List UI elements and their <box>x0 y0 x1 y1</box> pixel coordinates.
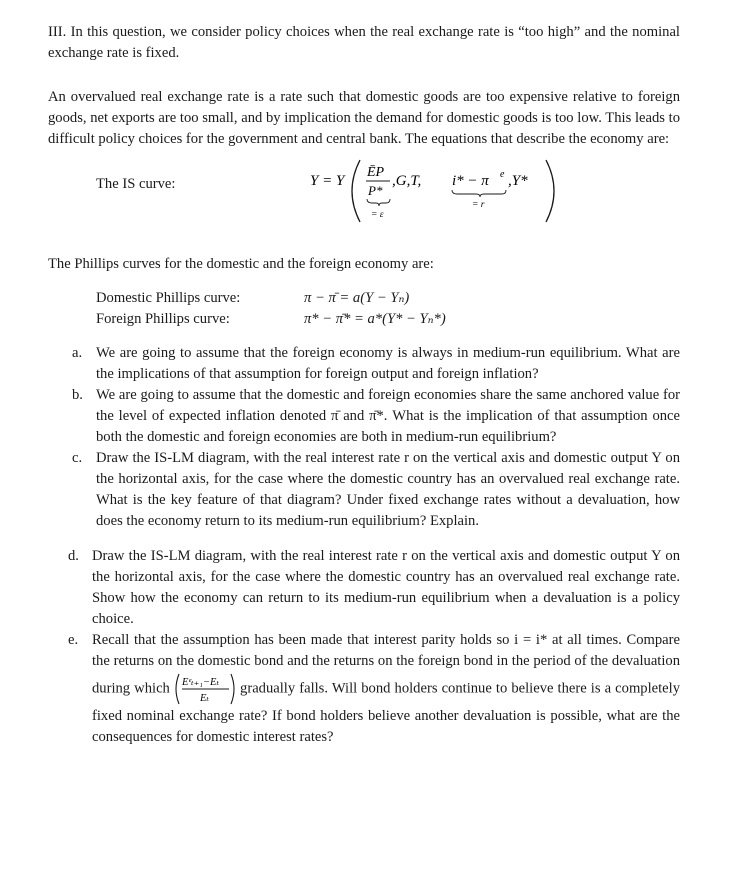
question-b <box>48 385 680 448</box>
question-d <box>48 546 680 630</box>
domestic-phillips-eq: π − π̄ = a(Y − Yₙ) <box>304 290 410 306</box>
question-text-post: gradually falls. Will bond holders continue to believe there is a completely fixed nominal exchange rate? If bond holders believe another devaluation is possible, what are the consequences for domestic interest rates? <box>92 680 681 745</box>
is-curve-equation <box>310 156 590 230</box>
dev-frac-num: Eᵉₜ₊₁−Eₜ <box>181 677 219 688</box>
is-rate-sup: e <box>500 169 505 180</box>
underbrace-eps-label: = ε <box>371 210 384 220</box>
question-marker: c. <box>72 450 83 466</box>
question-text: Draw the IS-LM diagram, with the real interest rate r on the vertical axis and domestic output Y on the horizontal axis, for the case where the domestic country has an overvalued real exchange rate. Show how the economy can return to its medium-run equilibrium when a devaluation is a policy choice. <box>92 548 680 627</box>
question-text: We are going to assume that the foreign economy is always in medium-run equilibrium. What are the implications of that assumption for foreign output and foreign inflation? <box>96 345 680 382</box>
is-mid-args: ,G,T, <box>392 173 422 189</box>
question-list <box>48 343 680 748</box>
is-lhs: Y = Y <box>310 173 345 189</box>
frac-right-paren <box>231 674 234 704</box>
domestic-phillips-label: Domestic Phillips curve: <box>96 290 241 306</box>
underbrace-r <box>452 190 506 197</box>
question-a <box>48 343 680 385</box>
foreign-phillips-eq: π* − π̄* = a*(Y* − Yₙ*) <box>304 311 446 327</box>
question-marker: b. <box>72 387 83 403</box>
is-rate-term: i* − π <box>452 173 489 189</box>
underbrace-r-label: = r <box>472 200 485 210</box>
frac-left-paren <box>176 674 179 704</box>
big-left-paren <box>352 160 360 222</box>
is-curve-label: The IS curve: <box>96 176 176 192</box>
dev-frac-den: Eₜ <box>199 693 209 704</box>
question-document <box>48 22 680 748</box>
question-heading: III. In this question, we consider policy choices when the real exchange rate is “too high” and the nominal exchange rate is fixed. <box>48 24 680 61</box>
foreign-phillips-label: Foreign Phillips curve: <box>96 311 230 327</box>
question-marker: d. <box>68 548 79 564</box>
frac-den: P* <box>368 183 383 198</box>
question-e <box>48 630 680 748</box>
question-text: We are going to assume that the domestic and foreign economies share the same anchored value for the level of expected inflation denoted π̄ and π̄*. What is the implication of that assumption once both the domestic and foreign economies are both in medium-run equilibrium? <box>96 387 680 445</box>
question-marker: e. <box>68 632 79 648</box>
intro-paragraph: An overvalued real exchange rate is a rate such that domestic goods are too expensive relative to foreign goods, net exports are too small, and by implication the demand for domestic goods is too low. This leads to difficult policy choices for the government and central bank. The equations that describe the economy are: <box>48 89 680 147</box>
is-curve-row <box>48 162 680 236</box>
underbrace-eps <box>367 199 390 206</box>
question-marker: a. <box>72 345 83 361</box>
phillips-intro: The Phillips curves for the domestic and the foreign economy are: <box>48 256 434 272</box>
phillips-table <box>96 288 680 330</box>
question-text-pre: Recall that the assumption has been made that interest parity holds so i = i* at all times. Compare the returns on the domestic bond and the returns on the foreign bond in the period of the devaluation during which <box>92 632 680 697</box>
devaluation-fraction <box>174 672 236 706</box>
question-c <box>48 448 680 532</box>
question-text: Draw the IS-LM diagram, with the real interest rate r on the vertical axis and domestic output Y on the horizontal axis, for the case where the domestic country has an overvalued real exchange rate. What is the key feature of that diagram? Under fixed exchange rates without a devaluation, how does the economy return to its medium-run equilibrium? Explain. <box>96 450 680 529</box>
big-right-paren <box>546 160 554 222</box>
is-tail: ,Y* <box>508 173 528 189</box>
frac-num: ĒP <box>367 165 385 180</box>
